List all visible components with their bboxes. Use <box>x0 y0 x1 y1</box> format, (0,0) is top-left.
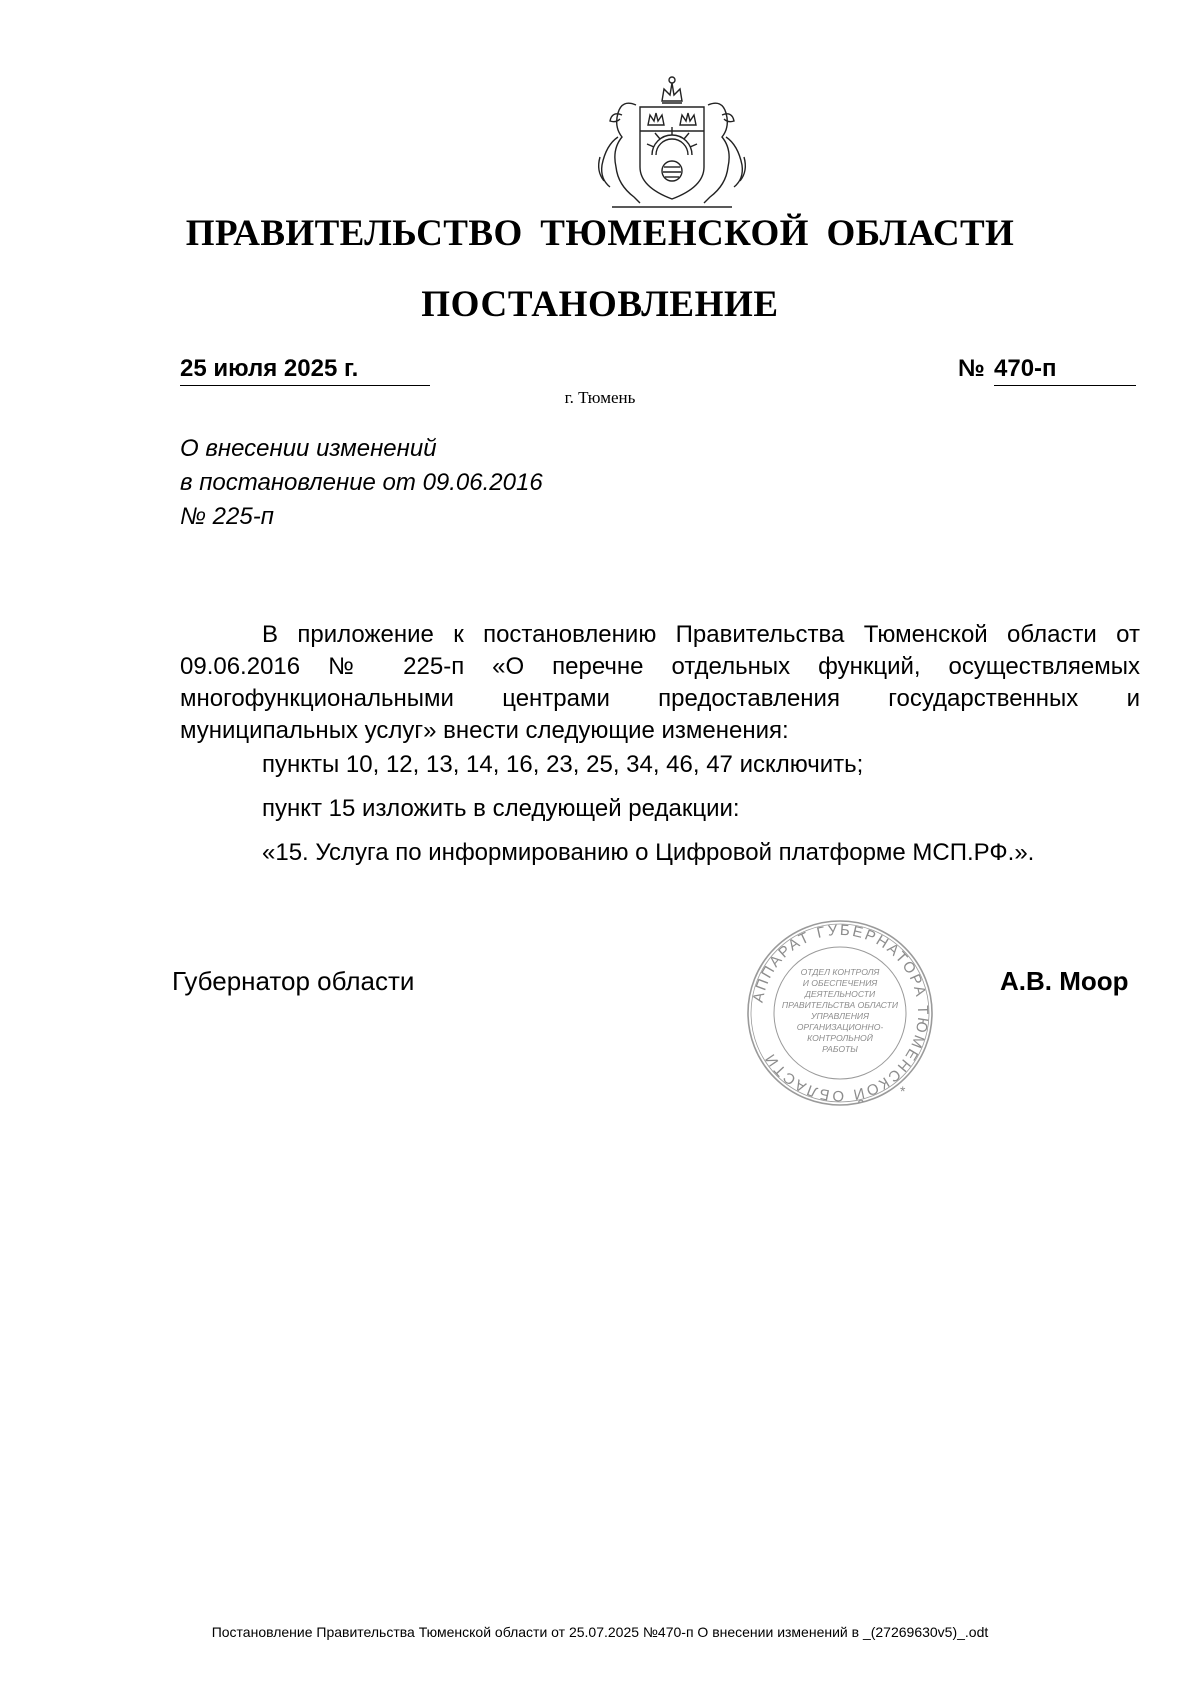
document-subject <box>180 432 543 534</box>
document-city: г. Тюмень <box>564 388 636 407</box>
stamp-inner-line: ОРГАНИЗАЦИОННО- <box>796 1022 884 1032</box>
number-sign: № <box>958 355 985 382</box>
subject-line: О внесении изменений <box>180 435 437 462</box>
document-type: ПОСТАНОВЛЕНИЕ <box>421 284 779 325</box>
official-stamp-icon <box>745 918 935 1108</box>
body-paragraph: В приложение к постановлению Правительства Тюменской области от 09.06.2016 № 225-п «О перечне отдельных функций, осуществляемых многофункциональными центрами предоставления государственных и муниципальных услуг» внести следующие изменения: <box>180 621 1140 744</box>
svg-text:*: * <box>900 1083 906 1099</box>
organization-title: ПРАВИТЕЛЬСТВО ТЮМЕНСКОЙ ОБЛАСТИ <box>185 213 1015 254</box>
body-item: «15. Услуга по информированию о Цифровой платформе МСП.РФ.». <box>262 839 1035 866</box>
document-date: 25 июля 2025 г. <box>180 355 430 386</box>
body-item: пункты 10, 12, 13, 14, 16, 23, 25, 34, 46, 47 исключить; <box>262 751 864 778</box>
stamp-inner-line: РАБОТЫ <box>822 1044 858 1054</box>
subject-line: в постановление от 09.06.2016 <box>180 469 543 496</box>
document-number: 470-п <box>994 355 1136 386</box>
body-item: пункт 15 изложить в следующей редакции: <box>262 795 740 822</box>
subject-line: № 225-п <box>180 503 274 530</box>
stamp-inner-line: И ОБЕСПЕЧЕНИЯ <box>802 978 878 988</box>
signer-name: А.В. Моор <box>1000 966 1129 996</box>
stamp-inner-line: ПРАВИТЕЛЬСТВА ОБЛАСТИ <box>781 1000 899 1010</box>
stamp-outer-text: АППАРАТ ГУБЕРНАТОРА ТЮМЕНСКОЙ ОБЛАСТИ <box>749 921 932 1105</box>
stamp-inner-line: УПРАВЛЕНИЯ <box>811 1011 869 1021</box>
stamp-inner-line: ОТДЕЛ КОНТРОЛЯ <box>800 967 880 977</box>
stamp-inner-line: КОНТРОЛЬНОЙ <box>807 1033 873 1043</box>
document-footer: Постановление Правительства Тюменской области от 25.07.2025 №470-п О внесении изменений в _(27269630v5)_.odt <box>211 1624 989 1640</box>
signer-title: Губернатор области <box>172 966 415 996</box>
coat-of-arms-icon <box>592 75 752 215</box>
stamp-inner-line: ДЕЯТЕЛЬНОСТИ <box>804 989 876 999</box>
